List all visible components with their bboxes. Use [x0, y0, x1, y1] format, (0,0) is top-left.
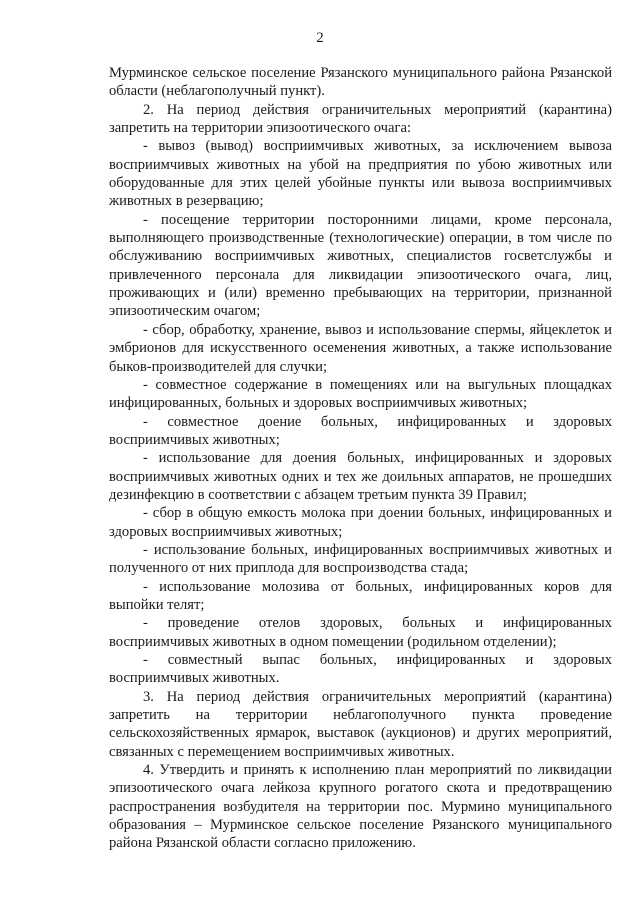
paragraph: 2. На период действия ограничительных мероприятий (карантина) запретить на территории эпизоотического очага: [109, 101, 612, 137]
paragraph: - совместный выпас больных, инфицированных и здоровых восприимчивых животных. [109, 652, 612, 687]
paragraph: - совместное доение больных, инфицированных и здоровых восприимчивых животных; [109, 413, 612, 448]
paragraph: - вывоз (вывод) восприимчивых животных, за исключением вывоза восприимчивых животных на убой на предприятия по убою животных или оборудованные для этих целей убойные пункты или вывоза восприимчивых животных в резервацию; [109, 138, 612, 210]
paragraph: 3. На период действия ограничительных мероприятий (карантина) запретить на территории неблагополучного пункта проведение сельскохозяйственных ярмарок, выставок (аукционов) и других мероприятий, связанных с перемещением восприимчивых животных. [109, 688, 612, 760]
document-body [109, 64, 612, 853]
paragraph: - проведение отелов здоровых, больных и инфицированных восприимчивых животных в одном помещении (родильном отделении); [109, 615, 612, 650]
paragraph: - совместное содержание в помещениях или на выгульных площадках инфицированных, больных и здоровых восприимчивых животных; [109, 376, 612, 412]
paragraph: Мурминское сельское поселение Рязанского муниципального района Рязанской области (неблагополучный пункт). [109, 65, 612, 100]
paragraph: - использование молозива от больных, инфицированных коров для выпойки телят; [109, 578, 612, 613]
page-number: 2 [316, 30, 324, 46]
paragraph: - сбор в общую емкость молока при доении больных, инфицированных и здоровых восприимчивых животных; [109, 505, 612, 540]
paragraph: - сбор, обработку, хранение, вывоз и использование спермы, яйцеклеток и эмбрионов для искусственного осеменения животных, а также использование быков-производителей для случки; [109, 321, 612, 375]
paragraph: - использование для доения больных, инфицированных и здоровых восприимчивых животных одних и тех же доильных аппаратов, не прошедших дезинфекцию в соответствии с абзацем третьим пункта 39 Правил; [109, 450, 612, 503]
paragraph: - использование больных, инфицированных восприимчивых животных и полученного от них приплода для воспроизводства стада; [109, 541, 612, 577]
paragraph: 4. Утвердить и принять к исполнению план мероприятий по ликвидации эпизоотического очага лейкоза крупного рогатого скота и предотвращению распространения возбудителя на территории пос. Мурмино муниципального образования – Мурминское сельское поселение Рязанского муниципального района Рязанской области согласно приложению. [109, 762, 612, 852]
paragraph: - посещение территории посторонними лицами, кроме персонала, выполняющего производственные (технологические) операции, в том числе по обслуживанию восприимчивых животных, специалистов госветслужбы и привлеченного персонала для ликвидации эпизоотического очага, лиц, проживающих и (или) временно пребывающих на территории, признанной эпизоотическим очагом; [109, 211, 612, 320]
